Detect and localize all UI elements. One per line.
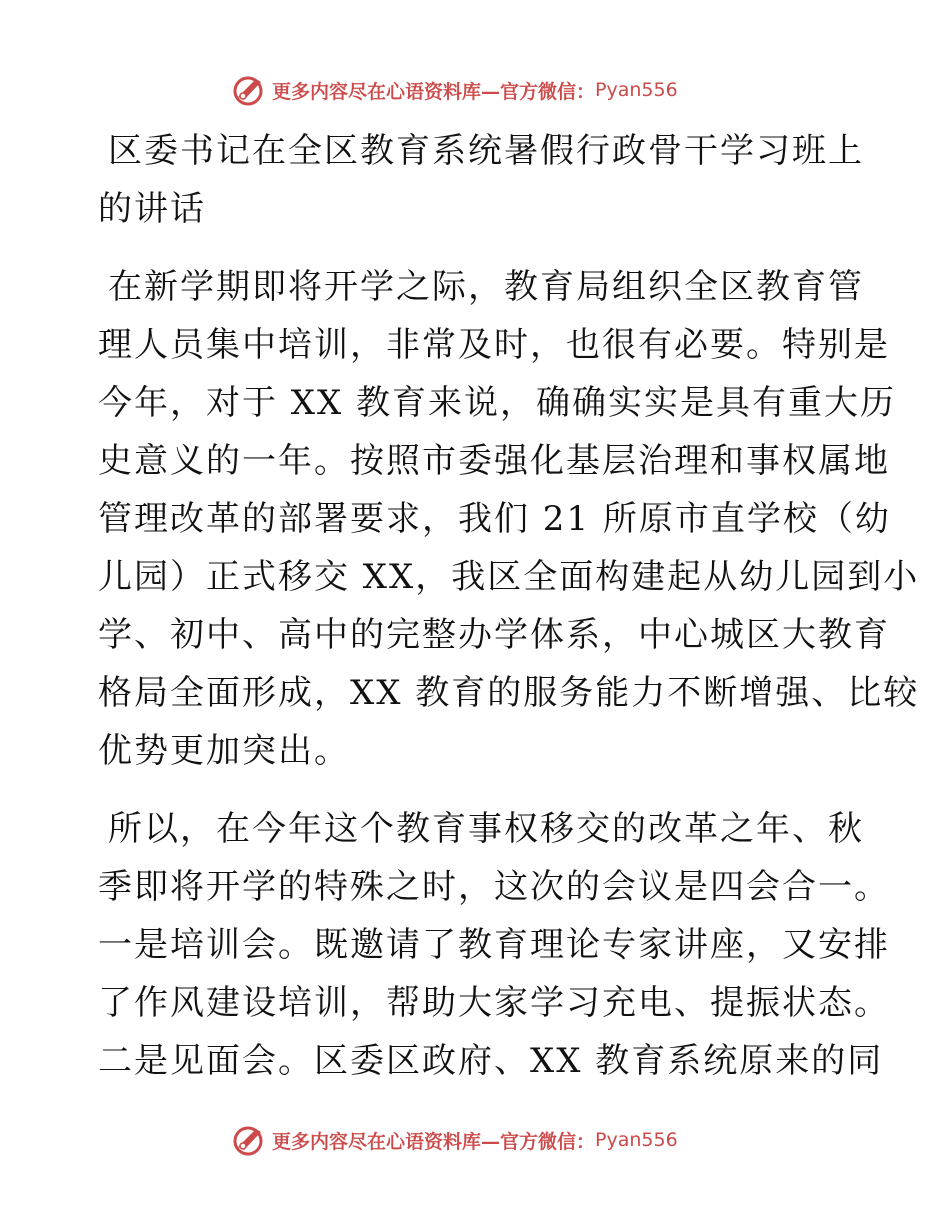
banner-brand: Pyan556 [595, 1129, 678, 1151]
title-line: 区委书记在全区教育系统暑假行政骨干学习班上 [108, 131, 864, 171]
banner-brand: Pyan556 [595, 79, 678, 101]
paragraph-line: 优势更加突出。 [98, 731, 350, 771]
banner-text: 更多内容尽在心语资料库—官方微信： [272, 80, 596, 103]
paragraph-line: 管理改革的部署要求，我们 21 所原市直学校（幼 [98, 499, 891, 539]
paragraph-line: 季即将开学的特殊之时，这次的会议是四会合一。 [98, 867, 890, 907]
paragraph-line: 一是培训会。既邀请了教育理论专家讲座，又安排 [98, 925, 890, 965]
pen-logo-icon [232, 73, 266, 107]
paragraph-line: 了作风建设培训，帮助大家学习充电、提振状态。 [98, 983, 890, 1023]
paragraph-line: 理人员集中培训，非常及时，也很有必要。特别是 [98, 325, 890, 365]
paragraph-line: 儿园）正式移交 XX，我区全面构建起从幼儿园到小 [98, 557, 920, 597]
paragraph-line: 史意义的一年。按照市委强化基层治理和事权属地 [98, 441, 890, 481]
pen-logo-icon [232, 1123, 266, 1157]
paragraph-line: 格局全面形成，XX 教育的服务能力不断增强、比较 [98, 673, 920, 713]
footer-banner [232, 1122, 678, 1158]
title-line: 的讲话 [98, 189, 206, 229]
paragraph-line: 今年，对于 XX 教育来说，确确实实是具有重大历 [98, 383, 897, 423]
paragraph-line: 学、初中、高中的完整办学体系，中心城区大教育 [98, 615, 890, 655]
document-body [98, 122, 920, 1090]
header-banner [232, 72, 678, 108]
paragraph-line: 二是见面会。区委区政府、XX 教育系统原来的同 [98, 1041, 884, 1081]
banner-text: 更多内容尽在心语资料库—官方微信： [272, 1130, 596, 1153]
paragraph-line: 在新学期即将开学之际，教育局组织全区教育管 [108, 267, 864, 307]
paragraph-line: 所以，在今年这个教育事权移交的改革之年、秋 [108, 809, 864, 849]
